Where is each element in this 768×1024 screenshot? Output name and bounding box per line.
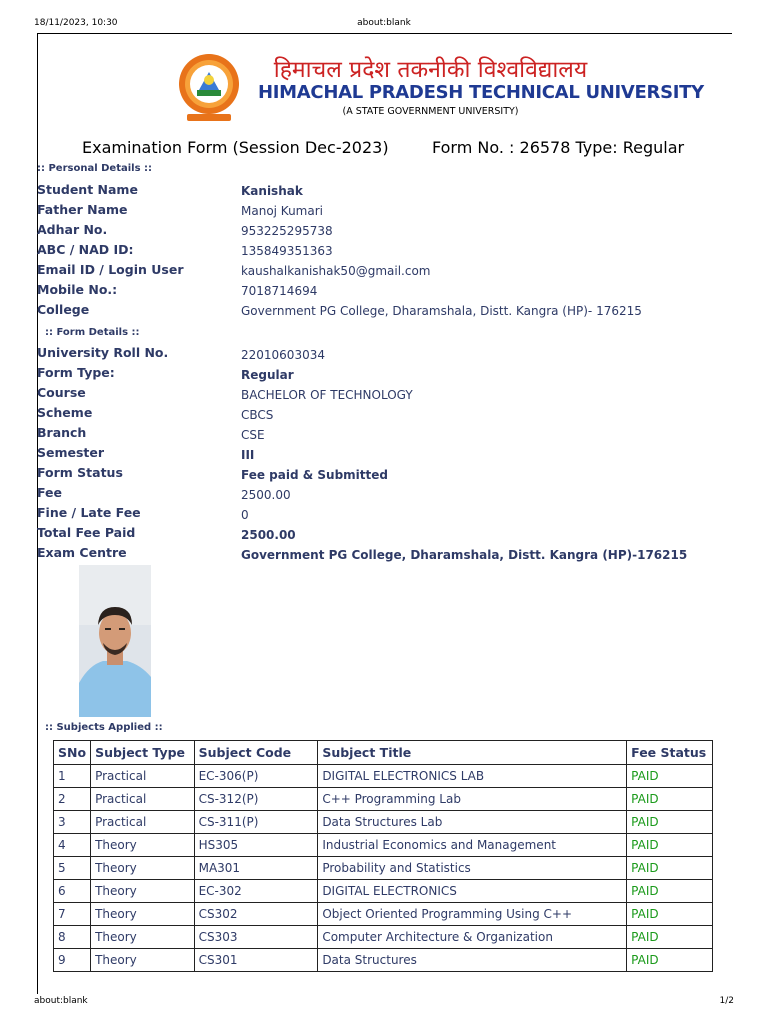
cell-subject-type: Practical xyxy=(91,765,195,788)
cell-subject-code: EC-306(P) xyxy=(194,765,318,788)
value-total-fee-paid: 2500.00 xyxy=(241,528,296,542)
cell-subject-title: Object Oriented Programming Using C++ xyxy=(318,903,627,926)
cell-subject-code: CS302 xyxy=(194,903,318,926)
cell-subject-code: MA301 xyxy=(194,857,318,880)
cell-fee-status: PAID xyxy=(627,788,713,811)
cell-subject-type: Practical xyxy=(91,788,195,811)
print-url: about:blank xyxy=(357,18,411,28)
value-email: kaushalkanishak50@gmail.com xyxy=(241,264,431,278)
cell-subject-type: Theory xyxy=(91,834,195,857)
print-datetime: 18/11/2023, 10:30 xyxy=(34,18,118,28)
cell-subject-type: Theory xyxy=(91,926,195,949)
cell-sno: 6 xyxy=(54,880,91,903)
form-title: Examination Form (Session Dec-2023) xyxy=(82,138,389,157)
university-logo-icon xyxy=(177,50,241,122)
cell-fee-status: PAID xyxy=(627,857,713,880)
cell-subject-title: Computer Architecture & Organization xyxy=(318,926,627,949)
value-exam-centre: Government PG College, Dharamshala, Distt. Kangra (HP)-176215 xyxy=(241,548,688,562)
cell-subject-title: Data Structures Lab xyxy=(318,811,627,834)
cell-sno: 7 xyxy=(54,903,91,926)
footer-url: about:blank xyxy=(34,996,88,1006)
cell-fee-status: PAID xyxy=(627,834,713,857)
value-adhar-no: 953225295738 xyxy=(241,224,333,238)
label-college: College xyxy=(37,302,90,317)
cell-fee-status: PAID xyxy=(627,880,713,903)
label-form-type: Form Type: xyxy=(37,365,115,380)
label-email: Email ID / Login User xyxy=(37,262,184,277)
cell-fee-status: PAID xyxy=(627,903,713,926)
print-footer xyxy=(34,996,734,1010)
table-row xyxy=(54,926,713,949)
label-branch: Branch xyxy=(37,425,87,440)
cell-sno: 8 xyxy=(54,926,91,949)
col-header-subject-type: Subject Type xyxy=(91,741,195,765)
value-branch: CSE xyxy=(241,428,265,442)
cell-sno: 1 xyxy=(54,765,91,788)
label-student-name: Student Name xyxy=(37,182,138,197)
cell-subject-code: CS-311(P) xyxy=(194,811,318,834)
form-number: Form No. : 26578 Type: Regular xyxy=(432,138,685,157)
table-header-row xyxy=(54,741,713,765)
cell-subject-title: Industrial Economics and Management xyxy=(318,834,627,857)
table-row xyxy=(54,857,713,880)
subjects-table xyxy=(53,740,713,972)
cell-fee-status: PAID xyxy=(627,926,713,949)
cell-subject-type: Theory xyxy=(91,949,195,972)
section-form-details: :: Form Details :: xyxy=(45,327,140,338)
cell-subject-code: CS-312(P) xyxy=(194,788,318,811)
cell-subject-type: Theory xyxy=(91,903,195,926)
table-row xyxy=(54,949,713,972)
table-row xyxy=(54,903,713,926)
cell-subject-type: Theory xyxy=(91,857,195,880)
value-semester: III xyxy=(241,448,255,462)
value-course: BACHELOR OF TECHNOLOGY xyxy=(241,388,413,402)
table-row xyxy=(54,765,713,788)
col-header-subject-code: Subject Code xyxy=(194,741,318,765)
cell-sno: 9 xyxy=(54,949,91,972)
print-header xyxy=(34,18,734,32)
university-subtitle: (A STATE GOVERNMENT UNIVERSITY) xyxy=(342,106,519,117)
label-total-fee-paid: Total Fee Paid xyxy=(37,525,136,540)
col-header-subject-title: Subject Title xyxy=(318,741,627,765)
cell-sno: 5 xyxy=(54,857,91,880)
label-semester: Semester xyxy=(37,445,105,460)
value-form-status: Fee paid & Submitted xyxy=(241,468,388,482)
cell-subject-title: C++ Programming Lab xyxy=(318,788,627,811)
university-name-english: HIMACHAL PRADESH TECHNICAL UNIVERSITY xyxy=(258,82,704,103)
label-fine-late-fee: Fine / Late Fee xyxy=(37,505,141,520)
value-roll-no: 22010603034 xyxy=(241,348,325,362)
value-mobile: 7018714694 xyxy=(241,284,318,298)
label-fee: Fee xyxy=(37,485,62,500)
page-number: 1/2 xyxy=(719,996,734,1006)
cell-fee-status: PAID xyxy=(627,949,713,972)
cell-sno: 3 xyxy=(54,811,91,834)
cell-subject-code: CS303 xyxy=(194,926,318,949)
table-row xyxy=(54,811,713,834)
value-student-name: Kanishak xyxy=(241,184,303,198)
section-personal-details: :: Personal Details :: xyxy=(37,163,153,174)
cell-sno: 4 xyxy=(54,834,91,857)
value-father-name: Manoj Kumari xyxy=(241,204,323,218)
student-photo xyxy=(79,565,151,717)
cell-subject-type: Theory xyxy=(91,880,195,903)
value-fee: 2500.00 xyxy=(241,488,291,502)
col-header-fee-status: Fee Status xyxy=(627,741,713,765)
value-college: Government PG College, Dharamshala, Distt. Kangra (HP)- 176215 xyxy=(241,304,642,318)
value-abc-nad-id: 135849351363 xyxy=(241,244,333,258)
university-name-hindi: हिमाचल प्रदेश तकनीकी विश्वविद्यालय xyxy=(273,57,588,83)
label-form-status: Form Status xyxy=(37,465,123,480)
cell-subject-title: DIGITAL ELECTRONICS xyxy=(318,880,627,903)
table-row xyxy=(54,880,713,903)
label-adhar-no: Adhar No. xyxy=(37,222,108,237)
label-mobile: Mobile No.: xyxy=(37,282,118,297)
value-scheme: CBCS xyxy=(241,408,274,422)
cell-subject-title: DIGITAL ELECTRONICS LAB xyxy=(318,765,627,788)
cell-fee-status: PAID xyxy=(627,811,713,834)
label-exam-centre: Exam Centre xyxy=(37,545,127,560)
cell-subject-code: CS301 xyxy=(194,949,318,972)
table-row xyxy=(54,788,713,811)
cell-sno: 2 xyxy=(54,788,91,811)
table-row xyxy=(54,834,713,857)
label-abc-nad-id: ABC / NAD ID: xyxy=(37,242,134,257)
col-header-sno: SNo xyxy=(54,741,91,765)
cell-subject-type: Practical xyxy=(91,811,195,834)
value-form-type: Regular xyxy=(241,368,294,382)
label-roll-no: University Roll No. xyxy=(37,345,169,360)
cell-subject-title: Data Structures xyxy=(318,949,627,972)
cell-subject-title: Probability and Statistics xyxy=(318,857,627,880)
label-father-name: Father Name xyxy=(37,202,128,217)
value-fine-late-fee: 0 xyxy=(241,508,249,522)
label-scheme: Scheme xyxy=(37,405,93,420)
cell-fee-status: PAID xyxy=(627,765,713,788)
section-subjects-applied: :: Subjects Applied :: xyxy=(45,722,163,733)
cell-subject-code: HS305 xyxy=(194,834,318,857)
cell-subject-code: EC-302 xyxy=(194,880,318,903)
label-course: Course xyxy=(37,385,86,400)
